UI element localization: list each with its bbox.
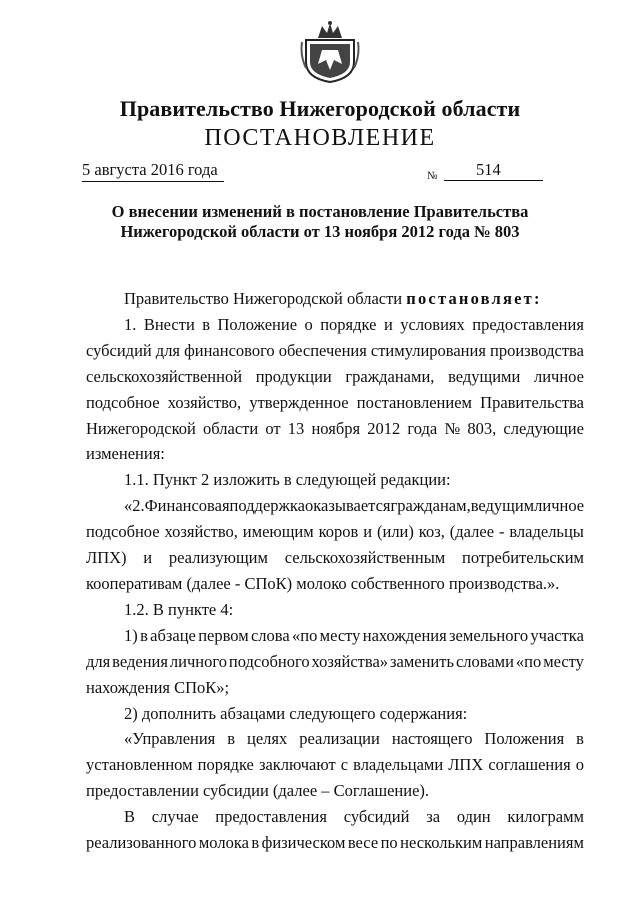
word: личное — [534, 496, 585, 516]
word: о — [575, 755, 584, 775]
word: (или) — [377, 522, 414, 542]
word: ведения — [112, 651, 168, 671]
word: хозяйство, — [167, 392, 242, 412]
text-line: изменения: — [86, 444, 165, 464]
word: коров — [318, 522, 359, 542]
word: нахождения — [362, 625, 447, 645]
word: от — [265, 418, 281, 438]
text-line: 1.2. В пункте 4: — [124, 599, 234, 619]
text-line — [86, 649, 584, 675]
word: весе — [347, 833, 379, 853]
word: ЛПХ) — [86, 548, 127, 568]
document-body — [86, 286, 584, 856]
word: один — [456, 807, 491, 827]
text-line — [86, 726, 584, 752]
word: в — [251, 833, 260, 853]
word: Нижегородской — [86, 418, 196, 438]
text-line: 2) дополнить абзацами следующего содержания: — [124, 703, 468, 723]
text-line: предоставлении субсидии (далее – Соглашение). — [86, 781, 430, 801]
word: в — [576, 729, 584, 749]
text-line — [86, 364, 584, 390]
word: хозяйство, — [164, 522, 238, 542]
word: коз, — [418, 522, 445, 542]
word: килограмм — [507, 807, 584, 827]
text-line — [86, 752, 584, 778]
word: для — [155, 340, 181, 360]
word: реализованного — [86, 833, 197, 853]
word: (далее — [449, 522, 495, 542]
word: поддержка — [229, 496, 306, 516]
word: соглашения — [488, 755, 571, 775]
word: нескольким — [400, 833, 483, 853]
number-sign: № — [427, 170, 438, 182]
word: сельскохозяйственной — [86, 366, 243, 386]
document-subject — [60, 202, 580, 242]
word: и — [363, 522, 373, 542]
word: месту — [319, 625, 361, 645]
word: финансового — [184, 340, 275, 360]
subject-line: О внесении изменений в постановление Правительства — [111, 202, 529, 221]
word: Положения — [484, 729, 565, 749]
word: порядке — [320, 314, 377, 334]
word: ЛПХ — [448, 755, 484, 775]
word: потребительским — [461, 548, 584, 568]
word: ведущими — [448, 366, 521, 386]
text-line — [86, 545, 584, 571]
word: Положение — [217, 314, 298, 334]
word: обеспечения — [278, 340, 367, 360]
intro-text: Правительство Нижегородской области — [124, 289, 407, 308]
word: «2. — [124, 496, 145, 516]
word: утвержденное — [249, 392, 349, 412]
word: 1. — [124, 314, 137, 334]
word: стимулирования — [370, 340, 486, 360]
word: в — [227, 729, 236, 749]
document-date: 5 августа 2016 года — [82, 160, 224, 182]
document-type: ПОСТАНОВЛЕНИЕ — [204, 125, 436, 151]
word: первом — [198, 625, 249, 645]
number-underline — [444, 180, 543, 181]
word: 1) — [124, 625, 138, 645]
text-line: нахождения СПоК»; — [86, 677, 230, 697]
word: владельцы — [509, 522, 584, 542]
word: настоящего — [391, 729, 473, 749]
word: личного — [169, 651, 227, 671]
text-line — [86, 312, 584, 338]
word: молока — [198, 833, 249, 853]
word: и — [143, 548, 153, 568]
word: 803, — [467, 418, 497, 438]
word: словами — [455, 651, 514, 671]
word: за — [426, 807, 441, 827]
word: в — [202, 314, 211, 334]
word: случае — [151, 807, 199, 827]
document-number: 514 — [476, 160, 501, 179]
text-line — [86, 416, 584, 442]
word: участка — [530, 625, 584, 645]
word: имеющим — [242, 522, 314, 542]
word: постановлением — [356, 392, 472, 412]
word: реализующим — [168, 548, 268, 568]
word: № — [444, 418, 461, 438]
word: производства — [489, 340, 584, 360]
word: личное — [533, 366, 584, 386]
text-line — [86, 830, 584, 856]
word: по — [380, 833, 398, 853]
word: слова — [250, 625, 290, 645]
intro-line — [86, 286, 584, 312]
text-line — [86, 390, 584, 416]
word: гражданам, — [390, 496, 471, 516]
text-line — [86, 804, 584, 830]
word: субсидий — [86, 340, 152, 360]
word: сельскохозяйственным — [284, 548, 446, 568]
word: и — [383, 314, 393, 334]
word: ноября — [311, 418, 361, 438]
word: субсидий — [343, 807, 410, 827]
word: Правительства — [480, 392, 584, 412]
word: предоставления — [472, 314, 584, 334]
word: В — [124, 807, 136, 827]
word: установленном — [86, 755, 193, 775]
word: продукции — [255, 366, 332, 386]
text-line — [86, 338, 584, 364]
word: реализации — [299, 729, 380, 749]
word: «Управления — [124, 729, 216, 749]
word: целях — [247, 729, 288, 749]
word: Внести — [143, 314, 195, 334]
word: года — [407, 418, 438, 438]
word: в — [140, 625, 148, 645]
word: подсобное — [86, 392, 160, 412]
text-line — [86, 623, 584, 649]
word: «по — [292, 625, 318, 645]
word: земельного — [449, 625, 529, 645]
subject-line: Нижегородской области от 13 ноября 2012 года № 803 — [120, 222, 520, 241]
word: хозяйства» — [311, 651, 389, 671]
word: для — [86, 651, 111, 671]
word: следующие — [503, 418, 584, 438]
word: условиях — [400, 314, 465, 334]
word: подсобное — [86, 522, 160, 542]
word: месту — [543, 651, 584, 671]
text-line: 1.1. Пункт 2 изложить в следующей редакции: — [124, 470, 451, 490]
government-name: Правительство Нижегородской области — [119, 96, 521, 121]
text-line: кооперативам (далее - СПоК) молоко собственного производства.». — [86, 573, 560, 593]
text-line — [86, 493, 584, 519]
intro-emphasis: постановляет: — [406, 289, 542, 308]
word: направлениям — [484, 833, 584, 853]
word: порядке — [197, 755, 254, 775]
word: владельцами — [353, 755, 444, 775]
word: 13 — [287, 418, 305, 438]
word: физическом — [261, 833, 346, 853]
word: Финансовая — [144, 496, 230, 516]
word: «по — [515, 651, 542, 671]
text-line — [86, 519, 584, 545]
word: абзаце — [150, 625, 196, 645]
word: оказывается — [305, 496, 391, 516]
word: заменить — [389, 651, 454, 671]
word: подсобного — [228, 651, 310, 671]
word: - — [498, 522, 505, 542]
word: предоставления — [215, 807, 327, 827]
word: гражданами, — [345, 366, 435, 386]
word: 2012 — [367, 418, 401, 438]
word: заключают — [258, 755, 336, 775]
word: ведущим — [470, 496, 535, 516]
word: области — [203, 418, 259, 438]
coat-of-arms-icon — [300, 20, 360, 84]
word: с — [340, 755, 349, 775]
word: о — [304, 314, 313, 334]
